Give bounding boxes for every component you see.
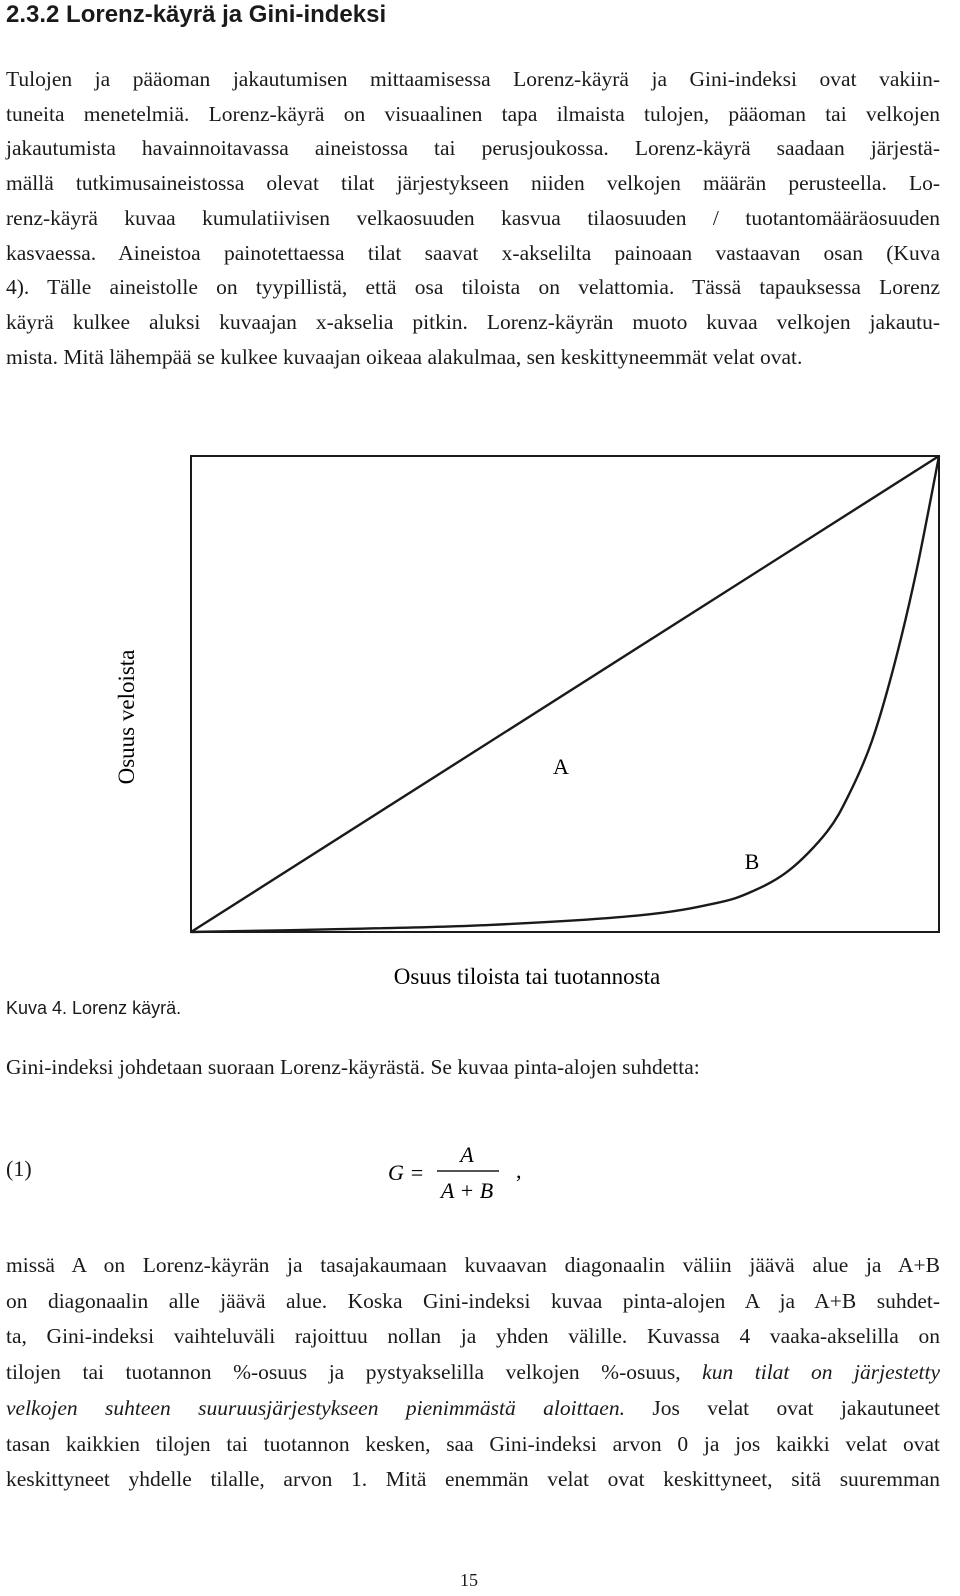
intro-paragraph [6,62,940,374]
paragraph-line: missä A on Lorenz-käyrän ja tasajakaumaan kuvaavan diagonaalin väliin jäävä alue ja A+B [6,1253,940,1277]
equation-number: (1) [6,1156,32,1181]
paragraph-line [6,1391,940,1427]
lorenz-curve-figure [0,440,960,1000]
equation-numerator: A [460,1142,474,1167]
paragraph-line: on diagonaalin alle jäävä alue. Koska Gini-indeksi kuvaa pinta-alojen A ja A+B suhdet- [6,1288,940,1313]
paragraph-line: Tulojen ja pääoman jakautumisen mittaamisessa Lorenz-käyrä ja Gini-indeksi ovat vakiin- [6,67,940,91]
paragraph-line: käyrä kulkee aluksi kuvaajan x-akselia pitkin. Lorenz-käyrän muoto kuvaa velkojen jakautu- [6,309,940,334]
paragraph-line: mällä tutkimusaineistossa olevat tilat järjestykseen niiden velkojen määrän perusteella. Lo- [6,171,940,196]
x-axis-label: Osuus tiloista tai tuotannosta [393,964,661,989]
paragraph-line [6,1355,940,1391]
italic-text-run: velkojen suhteen suuruusjärjestykseen pienimmästä aloittaen. [6,1395,625,1420]
body-paragraph [6,1248,940,1498]
text-run: Jos velat ovat jakautuneet [652,1395,941,1420]
gini-equation [380,1138,540,1208]
paragraph-line: tasan kaikkien tilojen tai tuotannon kesken, saa Gini-indeksi arvon 0 ja jos kaikki velat ovat [6,1431,940,1456]
equality-diagonal-line [191,456,939,932]
paragraph-line: 4). Tälle aineistolle on tyypillistä, että osa tiloista on velattomia. Tässä tapauksessa Lorenz [6,275,940,300]
italic-text-run: kun tilat on järjestetty [702,1360,940,1385]
gini-intro-paragraph: Gini-indeksi johdetaan suoraan Lorenz-käyrästä. Se kuvaa pinta-alojen suhdetta: [6,1055,700,1079]
equation-denominator: A + B [440,1178,494,1203]
paragraph-line: renz-käyrä kuvaa kumulatiivisen velkaosuuden kasvua tilaosuuden / tuotantomääräosuuden [6,205,940,230]
equation-comma: , [516,1158,522,1183]
equation-lhs: G = [388,1160,425,1185]
area-a-label: A [553,754,569,779]
figure-caption: Kuva 4. Lorenz käyrä. [6,998,182,1018]
section-heading: 2.3.2 Lorenz-käyrä ja Gini-indeksi [6,1,387,28]
area-b-label: B [744,849,760,874]
y-axis-label: Osuus veloista [114,649,139,785]
paragraph-line: mista. Mitä lähempää se kulkee kuvaajan oikeaa alakulmaa, sen keskittyneemmät velat ovat. [6,344,803,369]
paragraph-line: kasvaessa. Aineistoa painotettaessa tilat saavat x-akselilta painoaan vastaavan osan (Kuva [6,240,940,265]
paragraph-line: ta, Gini-indeksi vaihteluväli rajoittuu nollan ja yhden välille. Kuvassa 4 vaaka-akselilla on [6,1324,940,1349]
paragraph-line: jakautumista havainnoitavassa aineistossa tai perusjoukossa. Lorenz-käyrä saadaan järjestä- [6,136,940,161]
paragraph-line: tuneita menetelmiä. Lorenz-käyrä on visuaalinen tapa ilmaista tulojen, pääoman tai velkojen [6,101,940,126]
text-run: tilojen tai tuotannon %-osuus ja pystyakselilla velkojen %-osuus, [6,1360,681,1385]
page-number: 15 [460,1570,478,1590]
paragraph-line: keskittyneet yhdelle tilalle, arvon 1. Mitä enemmän velat ovat keskittyneet, sitä suuremman [6,1467,940,1492]
